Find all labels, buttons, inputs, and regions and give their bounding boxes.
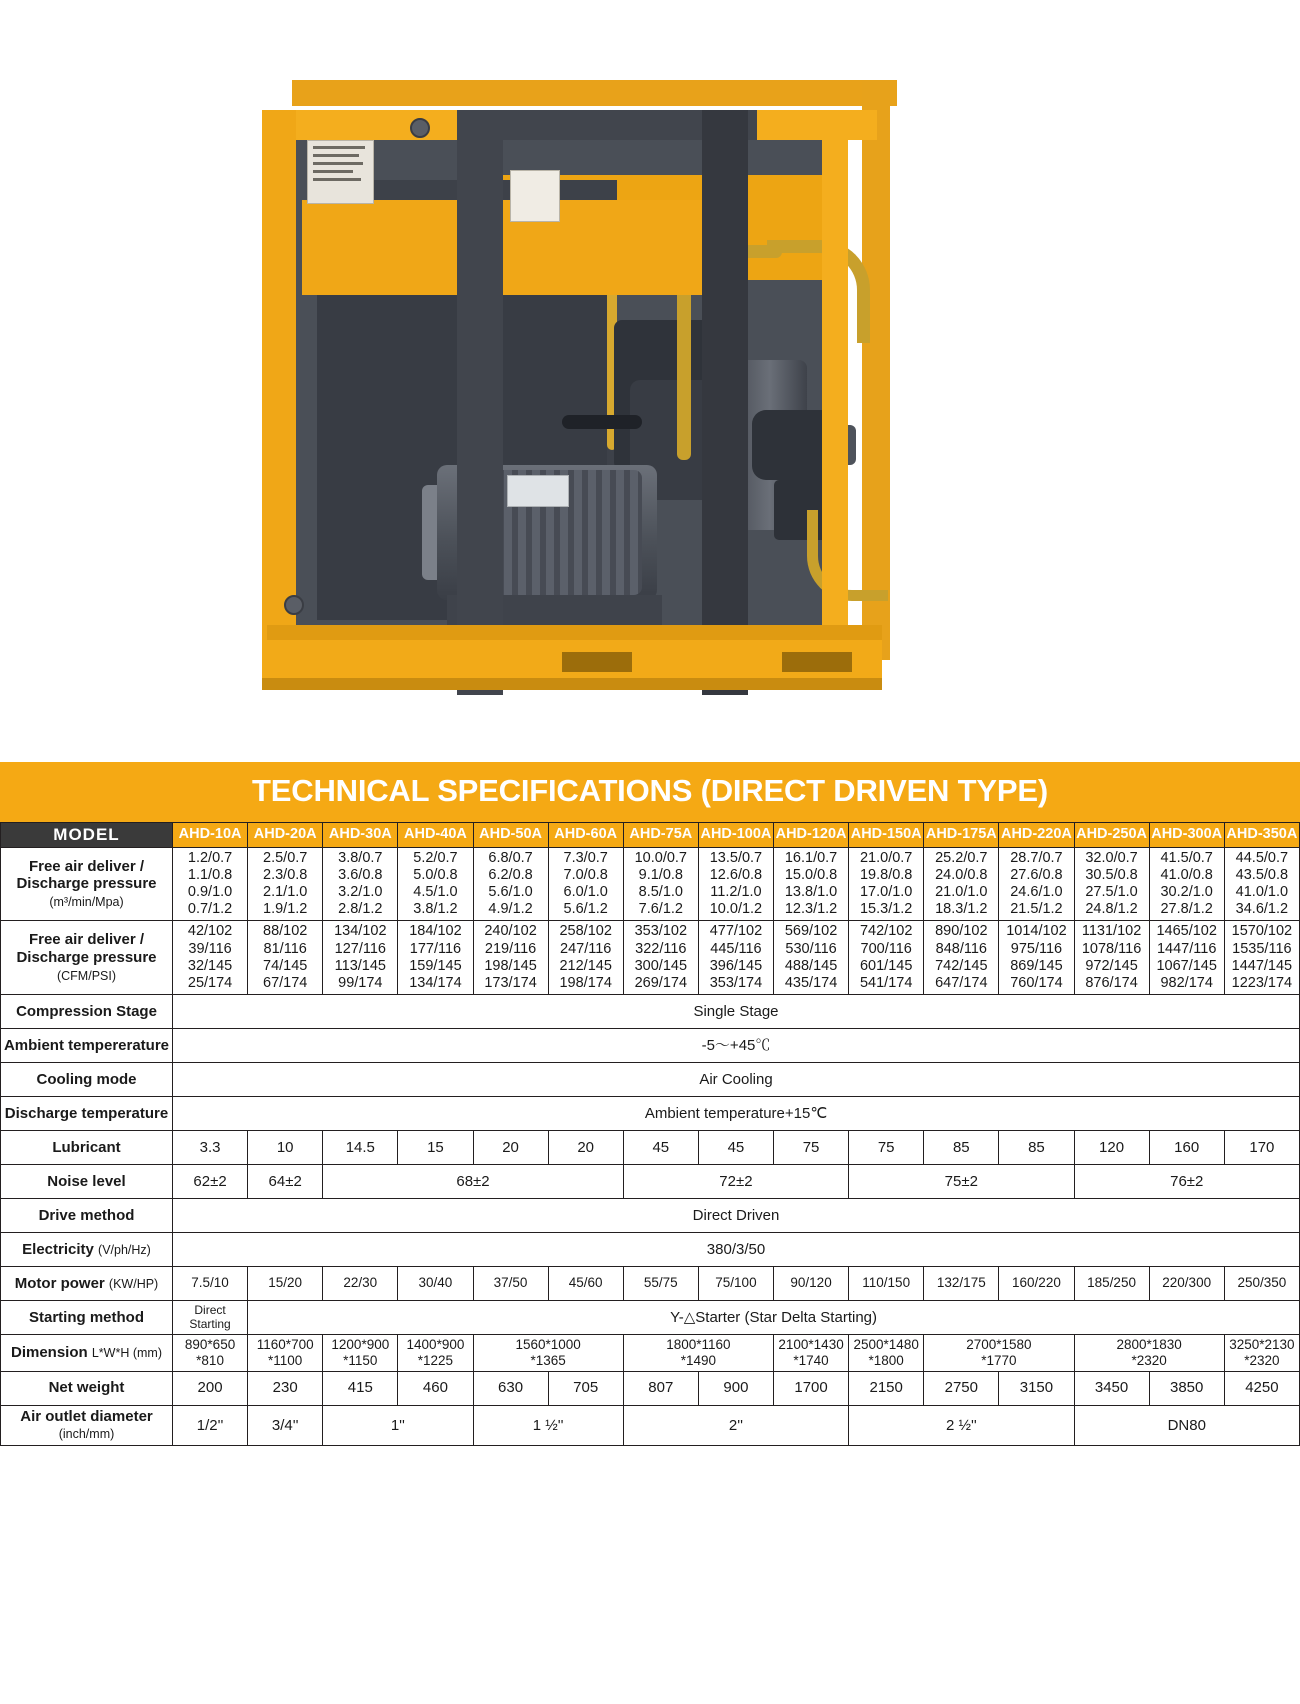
cell: 1 ½'' <box>473 1405 623 1445</box>
row-label-text: Dimension <box>11 1344 88 1361</box>
model-col-9: AHD-150A <box>849 823 924 848</box>
cell: 2100*1430 *1740 <box>774 1334 849 1371</box>
cell-compression-stage: Single Stage <box>173 994 1300 1028</box>
model-col-1: AHD-20A <box>248 823 323 848</box>
row-label-noise-level: Noise level <box>1 1164 173 1198</box>
cell: 705 <box>548 1371 623 1405</box>
product-photo-area <box>0 0 1300 760</box>
row-starting-method <box>1 1300 1300 1334</box>
row-net-weight <box>1 1371 1300 1405</box>
cell: 21.0/0.7 19.8/0.8 17.0/1.0 15.3/1.2 <box>849 848 924 921</box>
row-label-text: Air outlet diameter <box>20 1407 153 1425</box>
cell: 2150 <box>849 1371 924 1405</box>
cell: 55/75 <box>623 1266 698 1300</box>
cell: 1200*900 *1150 <box>323 1334 398 1371</box>
row-label-electricity <box>1 1232 173 1266</box>
cell: 13.5/0.7 12.6/0.8 11.2/1.0 10.0/1.2 <box>698 848 773 921</box>
cell: 75/100 <box>698 1266 773 1300</box>
cell: 1/2'' <box>173 1405 248 1445</box>
table-header-row <box>1 823 1300 848</box>
cell-electricity: 380/3/50 <box>173 1232 1300 1266</box>
cell: 90/120 <box>774 1266 849 1300</box>
cell: 3/4'' <box>248 1405 323 1445</box>
row-dimension <box>1 1334 1300 1371</box>
cell: 1465/102 1447/116 1067/145 982/174 <box>1149 921 1224 994</box>
cell: 134/102 127/116 113/145 99/174 <box>323 921 398 994</box>
model-col-6: AHD-75A <box>623 823 698 848</box>
cell: 85 <box>924 1130 999 1164</box>
row-free-air-cfm <box>1 921 1300 994</box>
cell: 45 <box>623 1130 698 1164</box>
bolt-icon <box>410 118 430 138</box>
row-label-unit: L*W*H (mm) <box>91 1346 162 1360</box>
model-col-7: AHD-100A <box>698 823 773 848</box>
cell: 1014/102 975/116 869/145 760/174 <box>999 921 1074 994</box>
cell: 10.0/0.7 9.1/0.8 8.5/1.0 7.6/1.2 <box>623 848 698 921</box>
frame-base-shadow <box>262 678 882 690</box>
cell-drive-method: Direct Driven <box>173 1198 1300 1232</box>
cell: 184/102 177/116 159/145 134/174 <box>398 921 473 994</box>
cell: 240/102 219/116 198/145 173/174 <box>473 921 548 994</box>
cell: 75±2 <box>849 1164 1074 1198</box>
model-col-4: AHD-50A <box>473 823 548 848</box>
cell: 1160*700 *1100 <box>248 1334 323 1371</box>
cell: 353/102 322/116 300/145 269/174 <box>623 921 698 994</box>
cell: 569/102 530/116 488/145 435/174 <box>774 921 849 994</box>
frame-post-right-front <box>822 135 848 690</box>
cell: 2'' <box>623 1405 848 1445</box>
row-label-cooling-mode: Cooling mode <box>1 1062 173 1096</box>
cell: 20 <box>473 1130 548 1164</box>
forklift-slot-right <box>782 652 852 672</box>
row-label-net-weight: Net weight <box>1 1371 173 1405</box>
cell: 185/250 <box>1074 1266 1149 1300</box>
cell: 900 <box>698 1371 773 1405</box>
model-col-13: AHD-300A <box>1149 823 1224 848</box>
row-free-air-mpa <box>1 848 1300 921</box>
technical-specifications-section <box>0 762 1300 1446</box>
row-noise-level <box>1 1164 1300 1198</box>
model-col-11: AHD-220A <box>999 823 1074 848</box>
cell: 88/102 81/116 74/145 67/174 <box>248 921 323 994</box>
base-bolt-icon <box>284 595 304 615</box>
cell: 2 ½'' <box>849 1405 1074 1445</box>
model-col-14: AHD-350A <box>1224 823 1299 848</box>
cell: 15 <box>398 1130 473 1164</box>
spec-title: TECHNICAL SPECIFICATIONS (DIRECT DRIVEN TYPE) <box>0 762 1300 822</box>
row-label-unit: (inch/mm) <box>58 1427 115 1442</box>
cell-discharge-temperature: Ambient temperature+15℃ <box>173 1096 1300 1130</box>
cell: 630 <box>473 1371 548 1405</box>
cell: 1.2/0.7 1.1/0.8 0.9/1.0 0.7/1.2 <box>173 848 248 921</box>
motor-nameplate <box>507 475 569 507</box>
cell: 30/40 <box>398 1266 473 1300</box>
model-col-5: AHD-60A <box>548 823 623 848</box>
row-drive-method <box>1 1198 1300 1232</box>
model-col-0: AHD-10A <box>173 823 248 848</box>
model-col-2: AHD-30A <box>323 823 398 848</box>
cell: 32.0/0.7 30.5/0.8 27.5/1.0 24.8/1.2 <box>1074 848 1149 921</box>
cell: 220/300 <box>1149 1266 1224 1300</box>
cell: 3450 <box>1074 1371 1149 1405</box>
cell: 25.2/0.7 24.0/0.8 21.0/1.0 18.3/1.2 <box>924 848 999 921</box>
forklift-slot-left <box>562 652 632 672</box>
cell: 37/50 <box>473 1266 548 1300</box>
frame-top-rail-back <box>292 80 897 106</box>
cell: 6.8/0.7 6.2/0.8 5.6/1.0 4.9/1.2 <box>473 848 548 921</box>
row-label-text: Free air deliver / Discharge pressure <box>16 857 157 893</box>
cell: 3150 <box>999 1371 1074 1405</box>
cell: 110/150 <box>849 1266 924 1300</box>
cell: 44.5/0.7 43.5/0.8 41.0/1.0 34.6/1.2 <box>1224 848 1299 921</box>
row-discharge-temperature <box>1 1096 1300 1130</box>
row-label-discharge-temperature: Discharge temperature <box>1 1096 173 1130</box>
cell: 85 <box>999 1130 1074 1164</box>
cell: 75 <box>849 1130 924 1164</box>
cell: 460 <box>398 1371 473 1405</box>
cell: 45/60 <box>548 1266 623 1300</box>
cell: Direct Starting <box>173 1300 248 1334</box>
row-air-outlet-diameter <box>1 1405 1300 1445</box>
row-lubricant <box>1 1130 1300 1164</box>
model-header: MODEL <box>1 823 173 848</box>
cell: 1560*1000 *1365 <box>473 1334 623 1371</box>
specifications-table <box>0 822 1300 1446</box>
cell: 20 <box>548 1130 623 1164</box>
cell: 3850 <box>1149 1371 1224 1405</box>
model-col-3: AHD-40A <box>398 823 473 848</box>
cell-ambient-temperature: -5～+45℃ <box>173 1028 1300 1062</box>
cell: 2.5/0.7 2.3/0.8 2.1/1.0 1.9/1.2 <box>248 848 323 921</box>
cell: 132/175 <box>924 1266 999 1300</box>
cell: 7.3/0.7 7.0/0.8 6.0/1.0 5.6/1.2 <box>548 848 623 921</box>
cell: 230 <box>248 1371 323 1405</box>
row-compression-stage <box>1 994 1300 1028</box>
cell: 477/102 445/116 396/145 353/174 <box>698 921 773 994</box>
cell: 200 <box>173 1371 248 1405</box>
row-label-text: Electricity <box>22 1240 94 1258</box>
cell: 10 <box>248 1130 323 1164</box>
warning-label <box>510 170 560 222</box>
row-label-drive-method: Drive method <box>1 1198 173 1232</box>
cell: 75 <box>774 1130 849 1164</box>
cell: 170 <box>1224 1130 1299 1164</box>
cell: 1131/102 1078/116 972/145 876/174 <box>1074 921 1149 994</box>
cell: 22/30 <box>323 1266 398 1300</box>
frame-column-left <box>457 110 503 695</box>
cell: 45 <box>698 1130 773 1164</box>
row-label-compression-stage: Compression Stage <box>1 994 173 1028</box>
cell: 807 <box>623 1371 698 1405</box>
cell: 76±2 <box>1074 1164 1300 1198</box>
model-col-8: AHD-120A <box>774 823 849 848</box>
cell: 1700 <box>774 1371 849 1405</box>
row-label-text: Motor power <box>14 1274 105 1292</box>
pipe-curve <box>767 240 870 343</box>
cell: 3.3 <box>173 1130 248 1164</box>
cell: 42/102 39/116 32/145 25/174 <box>173 921 248 994</box>
cell: 250/350 <box>1224 1266 1299 1300</box>
cell: 72±2 <box>623 1164 848 1198</box>
cell: 4250 <box>1224 1371 1299 1405</box>
cell: 120 <box>1074 1130 1149 1164</box>
cell: Y-△Starter (Star Delta Starting) <box>248 1300 1300 1334</box>
cell: 64±2 <box>248 1164 323 1198</box>
row-label-free-air-cfm <box>1 921 173 994</box>
cell: 15/20 <box>248 1266 323 1300</box>
cell: 2800*1830 *2320 <box>1074 1334 1224 1371</box>
cell: 3.8/0.7 3.6/0.8 3.2/1.0 2.8/1.2 <box>323 848 398 921</box>
cell: 258/102 247/116 212/145 198/174 <box>548 921 623 994</box>
cell: DN80 <box>1074 1405 1300 1445</box>
row-label-unit: (CFM/PSI) <box>56 968 117 983</box>
row-label-air-outlet-diameter <box>1 1405 173 1445</box>
frame-column-right <box>702 110 748 695</box>
cell: 890*650 *810 <box>173 1334 248 1371</box>
cell: 62±2 <box>173 1164 248 1198</box>
cell: 16.1/0.7 15.0/0.8 13.8/1.0 12.3/1.2 <box>774 848 849 921</box>
hose-upper <box>562 415 642 429</box>
row-label-unit: (KW/HP) <box>108 1276 159 1291</box>
cell: 1570/102 1535/116 1447/145 1223/174 <box>1224 921 1299 994</box>
row-label-text: Free air deliver / Discharge pressure <box>16 931 157 966</box>
cell: 160/220 <box>999 1266 1074 1300</box>
cell: 2700*1580 *1770 <box>924 1334 1074 1371</box>
cell: 2500*1480 *1800 <box>849 1334 924 1371</box>
row-label-free-air-mpa <box>1 848 173 921</box>
cell: 41.5/0.7 41.0/0.8 30.2/1.0 27.8/1.2 <box>1149 848 1224 921</box>
cell: 1400*900 *1225 <box>398 1334 473 1371</box>
row-label-dimension <box>1 1334 173 1371</box>
cell: 5.2/0.7 5.0/0.8 4.5/1.0 3.8/1.2 <box>398 848 473 921</box>
cell: 28.7/0.7 27.6/0.8 24.6/1.0 21.5/1.2 <box>999 848 1074 921</box>
cell: 2750 <box>924 1371 999 1405</box>
row-label-starting-method: Starting method <box>1 1300 173 1334</box>
row-ambient-temperature <box>1 1028 1300 1062</box>
specification-label <box>307 140 374 204</box>
cell: 1800*1160 *1490 <box>623 1334 773 1371</box>
cell: 160 <box>1149 1130 1224 1164</box>
row-electricity <box>1 1232 1300 1266</box>
row-label-unit: (V/ph/Hz) <box>98 1242 151 1257</box>
row-label-motor-power <box>1 1266 173 1300</box>
cell: 1'' <box>323 1405 473 1445</box>
row-motor-power <box>1 1266 1300 1300</box>
row-label-unit: (m³/min/Mpa) <box>49 895 124 910</box>
model-col-12: AHD-250A <box>1074 823 1149 848</box>
row-label-ambient-temperature: Ambient tempererature <box>1 1028 173 1062</box>
cell: 415 <box>323 1371 398 1405</box>
row-label-lubricant: Lubricant <box>1 1130 173 1164</box>
cell: 3250*2130 *2320 <box>1224 1334 1299 1371</box>
row-cooling-mode <box>1 1062 1300 1096</box>
cell: 7.5/10 <box>173 1266 248 1300</box>
model-col-10: AHD-175A <box>924 823 999 848</box>
cell-cooling-mode: Air Cooling <box>173 1062 1300 1096</box>
cell: 68±2 <box>323 1164 624 1198</box>
cell: 14.5 <box>323 1130 398 1164</box>
cell: 742/102 700/116 601/145 541/174 <box>849 921 924 994</box>
air-compressor-illustration <box>262 80 902 690</box>
cell: 890/102 848/116 742/145 647/174 <box>924 921 999 994</box>
